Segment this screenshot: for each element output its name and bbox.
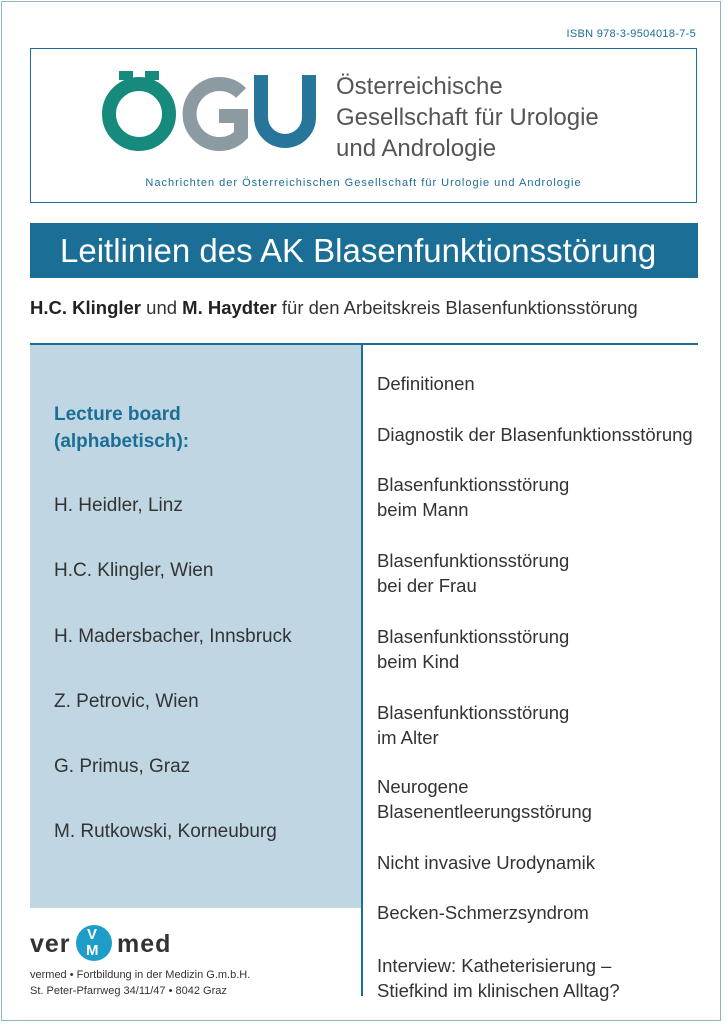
document-title: Leitlinien des AK Blasenfunktionsstörung xyxy=(30,223,698,278)
toc-item-line-1: Becken-Schmerzsyndrom xyxy=(377,902,589,923)
toc-item-line-2: Stiefkind im klinischen Alltag? xyxy=(377,980,620,1001)
lecture-board-heading-line-2: (alphabetisch): xyxy=(54,431,190,452)
toc-item-line-2: beim Kind xyxy=(377,651,460,672)
lecture-board-heading xyxy=(54,401,189,455)
vermed-logo xyxy=(30,925,190,965)
toc-item xyxy=(377,900,589,925)
vermed-logo-circle xyxy=(76,925,112,961)
lecture-board-panel xyxy=(30,345,361,908)
authors-line xyxy=(30,297,638,319)
toc-item xyxy=(377,953,620,1003)
toc-item xyxy=(377,422,693,447)
board-member: H.C. Klingler, Wien xyxy=(54,560,214,581)
society-name xyxy=(336,71,599,164)
toc-item xyxy=(377,700,569,750)
society-header xyxy=(30,48,697,203)
author-1: H.C. Klingler xyxy=(30,297,142,318)
publisher-address: St. Peter-Pfarrweg 34/11/47 • 8042 Graz xyxy=(30,985,227,997)
toc-item-line-2: Blasenentleerungsstörung xyxy=(377,801,592,822)
lecture-board-heading-line-1: Lecture board xyxy=(54,404,181,425)
logo-letter-o xyxy=(109,84,169,144)
authors-and: und xyxy=(141,297,183,318)
toc-item xyxy=(377,774,592,824)
society-subline: Nachrichten der Österreichischen Gesellschaft für Urologie und Andrologie xyxy=(145,177,582,189)
toc-item xyxy=(377,371,475,396)
toc-item-line-1: Nicht invasive Urodynamik xyxy=(377,852,595,873)
board-member: G. Primus, Graz xyxy=(54,756,191,777)
toc-item-line-1: Blasenfunktionsstörung xyxy=(377,474,570,495)
vermed-logo-right: med xyxy=(117,930,172,958)
board-member: H. Madersbacher, Innsbruck xyxy=(54,626,292,647)
board-member: M. Rutkowski, Korneuburg xyxy=(54,821,277,842)
author-2: M. Haydter xyxy=(182,297,277,318)
logo-letter-u xyxy=(261,75,309,141)
toc-item-line-1: Definitionen xyxy=(377,373,475,394)
toc-item-line-1: Blasenfunktionsstörung xyxy=(377,626,570,647)
society-line-3: und Andrologie xyxy=(336,135,497,162)
ogu-logo xyxy=(101,71,321,157)
vermed-logo-left: ver xyxy=(30,930,71,958)
logo-letter-g xyxy=(190,84,241,144)
logo-umlaut-right xyxy=(145,71,159,80)
toc-item xyxy=(377,472,569,522)
publisher-line-1: vermed • Fortbildung in der Medizin G.m.b.H. xyxy=(30,969,251,981)
toc-item-line-1: Diagnostik der Blasenfunktionsstörung xyxy=(377,424,693,445)
toc-item-line-1: Interview: Katheterisierung – xyxy=(377,955,612,976)
board-member: Z. Petrovic, Wien xyxy=(54,691,199,712)
toc-item xyxy=(377,548,569,598)
isbn-number: ISBN 978-3-9504018-7-5 xyxy=(566,28,696,40)
publisher-block xyxy=(30,925,330,1005)
toc-item-line-2: beim Mann xyxy=(377,499,469,520)
logo-umlaut-left xyxy=(119,71,133,80)
vermed-logo-v: V xyxy=(87,926,99,943)
toc-item-line-2: bei der Frau xyxy=(377,575,477,596)
board-member: H. Heidler, Linz xyxy=(54,495,183,516)
toc-item xyxy=(377,624,569,674)
society-line-2: Gesellschaft für Urologie xyxy=(336,104,599,131)
column-divider xyxy=(361,345,363,996)
toc-item xyxy=(377,850,595,875)
toc-item-line-1: Blasenfunktionsstörung xyxy=(377,550,570,571)
society-line-1: Österreichische xyxy=(336,73,503,100)
toc-item-line-2: im Alter xyxy=(377,727,439,748)
authors-affiliation: für den Arbeitskreis Blasenfunktionsstörung xyxy=(276,297,638,318)
toc-item-line-1: Blasenfunktionsstörung xyxy=(377,702,570,723)
toc-item-line-1: Neurogene xyxy=(377,776,469,797)
vermed-logo-m: M xyxy=(86,942,100,959)
